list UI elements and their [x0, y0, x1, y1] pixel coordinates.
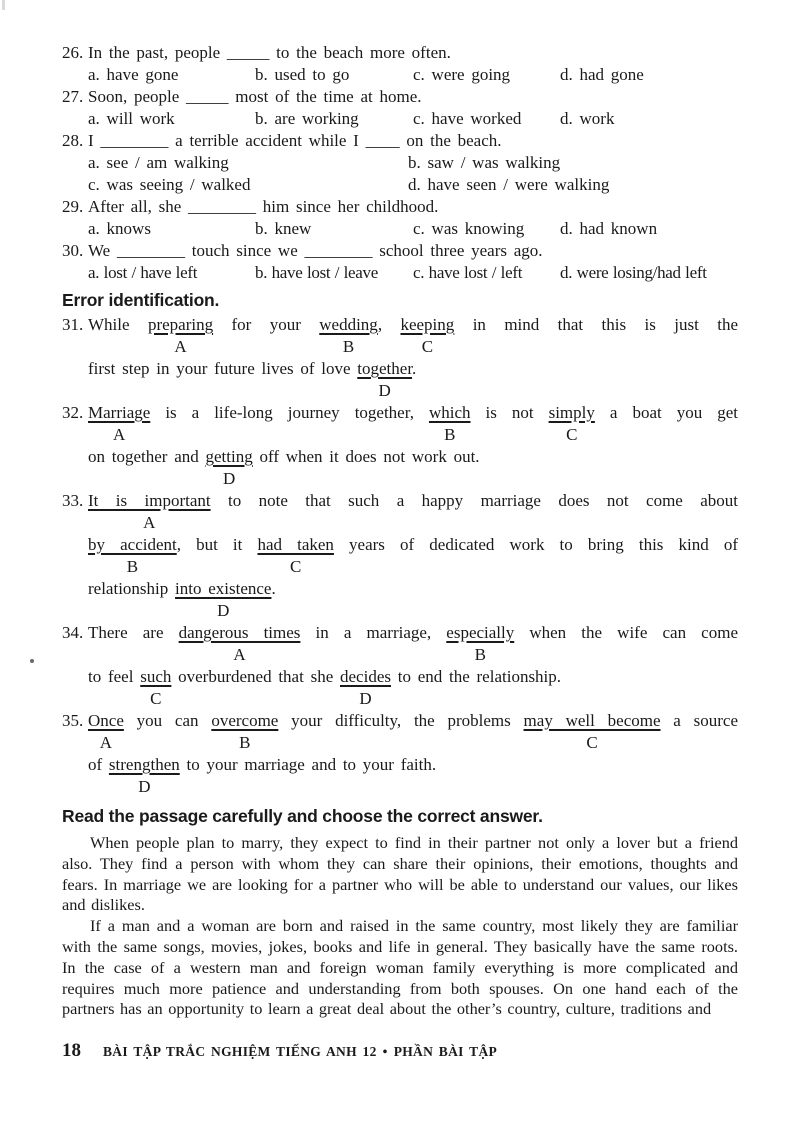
underlined-word: by accident: [88, 535, 177, 554]
answer-label-letter: B: [239, 733, 251, 752]
underlined-word: simply: [548, 403, 595, 422]
text-segment: to note that such a happy marriage does not come about: [210, 491, 738, 510]
text-segment: a boat you get: [594, 403, 738, 422]
text-segment: is a life-long journey together,: [150, 403, 429, 422]
error-line: [88, 534, 738, 556]
text-segment: you can: [123, 711, 212, 730]
footer-title: [103, 1041, 497, 1063]
error-line: [88, 622, 738, 644]
underlined-word: decides: [340, 667, 391, 686]
passage: [62, 833, 738, 1020]
error-question: [62, 402, 738, 490]
mcq-question: [62, 86, 738, 130]
underlined-word: together: [357, 359, 413, 378]
answer-label-letter: C: [150, 689, 162, 708]
error-list: [62, 314, 738, 798]
option-row: [88, 152, 738, 174]
option-cell: a. see / am walking: [88, 153, 229, 172]
passage-paragraph: If a man and a woman are born and raised in the same country, most likely they are familiar with the same songs, movies, jokes, books and life in general. They basically have the same roots. In the case of a western man and foreign woman family everything is more complicated and requires much more patience and understanding from both spouses. On one hand each of the partners has an opportunity to learn a great deal about the other’s country, culture, traditions and: [62, 916, 738, 1019]
option-cell: b. have lost / leave: [255, 263, 378, 282]
text-segment: While: [88, 315, 148, 334]
text-segment: in a marriage,: [300, 623, 447, 642]
option-cell: b. used to go: [255, 65, 350, 84]
error-label-row: [88, 380, 738, 402]
error-line: [88, 666, 738, 688]
question-number: 35.: [62, 711, 84, 730]
underlined-word: overcome: [211, 711, 279, 730]
error-question: [62, 314, 738, 402]
page-number: 18: [62, 1040, 81, 1061]
error-line: [88, 402, 738, 424]
text-segment: for your: [213, 315, 320, 334]
section-heading-error-identification: Error identification.: [62, 290, 220, 310]
option-row: [88, 174, 738, 196]
error-label-row: [88, 600, 738, 622]
mcq-question: [62, 196, 738, 240]
question-number: 34.: [62, 623, 84, 642]
answer-label-letter: B: [444, 425, 456, 444]
option-cell: c. were going: [413, 65, 511, 84]
page-footer: [62, 1040, 497, 1063]
footer-section-title: PHẦN BÀI TẬP: [393, 1044, 498, 1059]
text-segment: , but it: [176, 535, 258, 554]
option-row: [88, 262, 738, 284]
option-cell: c. was knowing: [413, 219, 525, 238]
answer-label-letter: A: [99, 733, 113, 752]
text-segment: There are: [88, 623, 179, 642]
underlined-word: getting: [205, 447, 253, 466]
question-stem: In the past, people _____ to the beach more often.: [88, 43, 451, 62]
option-cell: c. was seeing / walked: [88, 175, 251, 194]
option-cell: a. knows: [88, 219, 151, 238]
error-label-row: [88, 556, 738, 578]
option-cell: a. have gone: [88, 65, 179, 84]
error-line: [88, 710, 738, 732]
answer-label-letter: A: [233, 645, 246, 664]
error-line: [88, 578, 738, 600]
text-segment: .: [271, 579, 276, 598]
section-heading-reading: Read the passage carefully and choose the correct answer.: [62, 806, 543, 826]
question-number: 28.: [62, 131, 84, 150]
error-label-row: [88, 424, 738, 446]
answer-label-letter: D: [222, 469, 236, 488]
answer-label-letter: C: [421, 337, 434, 356]
text-segment: years of dedicated work to bring this kind of: [333, 535, 738, 554]
option-row: [88, 64, 738, 86]
question-number: 30.: [62, 241, 84, 260]
option-cell: d. work: [560, 109, 615, 128]
question-number: 27.: [62, 87, 84, 106]
underlined-word: into existence: [175, 579, 272, 598]
underlined-word: It is important: [88, 491, 211, 510]
mcq-list: [62, 42, 738, 284]
option-cell: b. knew: [255, 219, 312, 238]
text-segment: of: [88, 755, 109, 774]
answer-label-letter: A: [174, 337, 187, 356]
text-segment: to end the relationship.: [390, 667, 562, 686]
mcq-question: [62, 42, 738, 86]
text-segment: first step in your future lives of love: [88, 359, 358, 378]
footer-book-title: BÀI TẬP TRẮC NGHIỆM TIẾNG ANH 12: [103, 1044, 377, 1059]
error-line: [88, 314, 738, 336]
error-label-row: [88, 644, 738, 666]
option-cell: b. are working: [255, 109, 359, 128]
underlined-word: had taken: [257, 535, 334, 554]
text-segment: .: [412, 359, 417, 378]
error-label-row: [88, 512, 738, 534]
error-label-row: [88, 732, 738, 754]
text-segment: off when it does not work out.: [252, 447, 480, 466]
answer-label-letter: C: [586, 733, 598, 752]
error-question: [62, 710, 738, 798]
error-line: [88, 358, 738, 380]
error-line: [88, 446, 738, 468]
error-label-row: [88, 776, 738, 798]
text-segment: to your marriage and to your faith.: [179, 755, 437, 774]
answer-label-letter: A: [143, 513, 156, 532]
answer-label-letter: D: [378, 381, 391, 400]
option-cell: d. had gone: [560, 65, 644, 84]
footer-bullet-separator: •: [382, 1044, 388, 1059]
underlined-word: especially: [446, 623, 515, 642]
option-cell: c. have lost / left: [413, 263, 523, 282]
text-segment: overburdened that she: [171, 667, 340, 686]
answer-label-letter: D: [138, 777, 151, 796]
underlined-word: strengthen: [108, 755, 180, 774]
text-segment: in mind that this is just the: [454, 315, 738, 334]
answer-label-letter: B: [126, 557, 139, 576]
underlined-word: dangerous times: [178, 623, 301, 642]
error-question: [62, 622, 738, 710]
question-stem: Soon, people _____ most of the time at home.: [88, 87, 422, 106]
error-label-row: [88, 336, 738, 358]
text-segment: when the wife can come: [514, 623, 738, 642]
answer-label-letter: D: [359, 689, 372, 708]
text-segment: your difficulty, the problems: [278, 711, 524, 730]
text-segment: a source: [660, 711, 738, 730]
underlined-word: wedding: [319, 315, 378, 334]
text-segment: is not: [470, 403, 549, 422]
text-segment: ,: [377, 315, 401, 334]
question-number: 33.: [62, 491, 84, 510]
underlined-word: such: [140, 667, 172, 686]
underlined-word: preparing: [147, 315, 214, 334]
option-cell: d. were losing/had left: [560, 263, 707, 282]
passage-paragraph: When people plan to marry, they expect to find in their partner not only a lover but a friend also. They find a person with whom they can share their opinions, their emotions, thoughts and fears. In marriage we are looking for a partner who will be able to understand our values, our likes and dislikes.: [62, 833, 738, 915]
question-number: 29.: [62, 197, 84, 216]
scan-artifact-dot: [30, 659, 34, 663]
answer-label-letter: A: [113, 425, 126, 444]
answer-label-letter: C: [566, 425, 578, 444]
scan-artifact-tick: [2, 0, 5, 10]
answer-label-letter: B: [474, 645, 486, 664]
question-number: 26.: [62, 43, 84, 62]
mcq-question: [62, 130, 738, 196]
option-cell: d. had known: [560, 219, 658, 238]
underlined-word: Once: [88, 711, 124, 730]
error-line: [88, 490, 738, 512]
text-segment: to feel: [88, 667, 141, 686]
question-number: 32.: [62, 403, 84, 422]
underlined-word: may well become: [523, 711, 661, 730]
mcq-question: [62, 240, 738, 284]
question-number: 31.: [62, 315, 84, 334]
option-cell: b. saw / was walking: [408, 153, 561, 172]
option-row: [88, 108, 738, 130]
answer-label-letter: D: [217, 601, 230, 620]
underlined-word: which: [428, 403, 471, 422]
option-cell: d. have seen / were walking: [408, 175, 610, 194]
option-cell: a. will work: [88, 109, 175, 128]
error-line: [88, 754, 738, 776]
text-segment: relationship: [88, 579, 176, 598]
error-question: [62, 490, 738, 622]
underlined-word: Marriage: [88, 403, 151, 422]
option-row: [88, 218, 738, 240]
question-stem: I ________ a terrible accident while I ____ on the beach.: [88, 131, 502, 150]
question-stem: We ________ touch since we ________ school three years ago.: [88, 241, 543, 260]
error-label-row: [88, 468, 738, 490]
question-stem: After all, she ________ him since her childhood.: [88, 197, 439, 216]
option-cell: a. lost / have left: [88, 263, 198, 282]
underlined-word: keeping: [400, 315, 455, 334]
error-label-row: [88, 688, 738, 710]
answer-label-letter: B: [342, 337, 355, 356]
answer-label-letter: C: [290, 557, 302, 576]
text-segment: on together and: [88, 447, 206, 466]
option-cell: c. have worked: [413, 109, 522, 128]
